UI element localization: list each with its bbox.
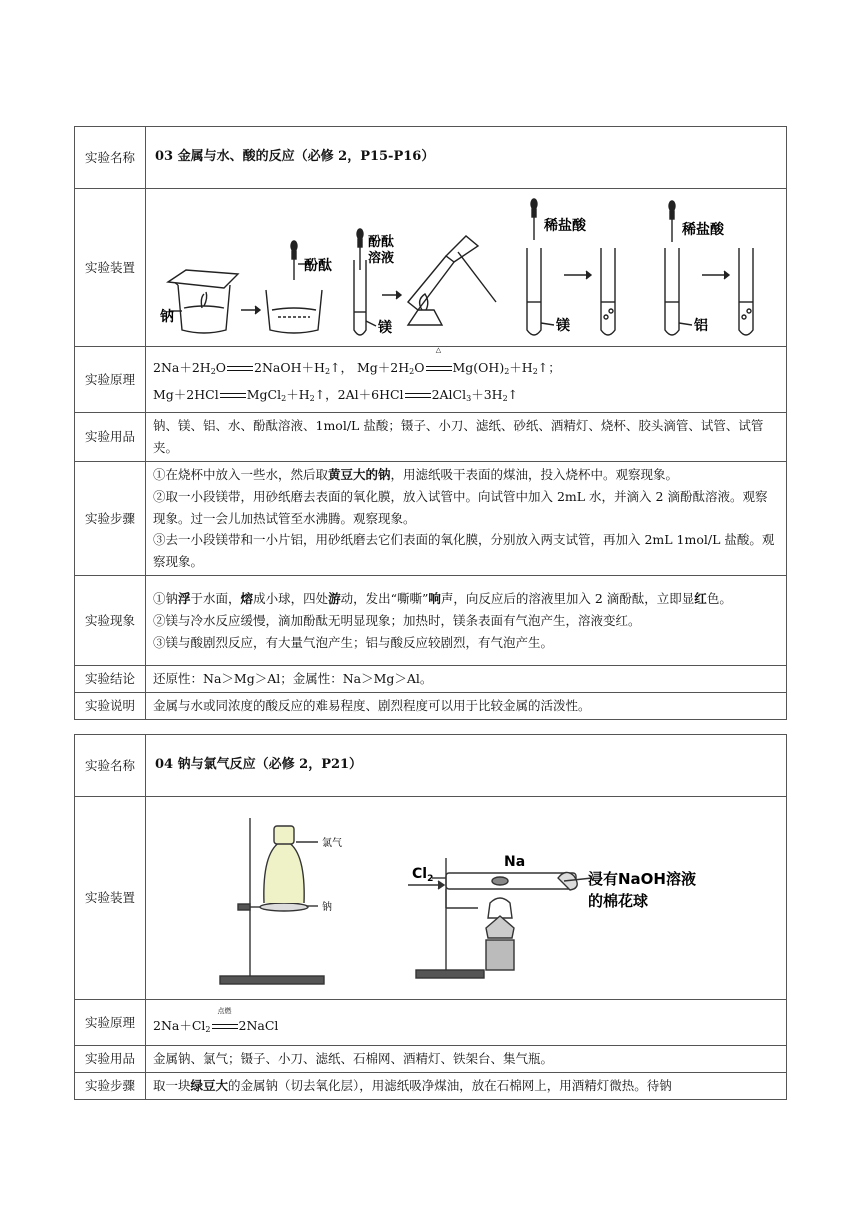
note-text: 金属与水或同浓度的酸反应的难易程度、剧烈程度可以用于比较金属的活泼性。 bbox=[146, 693, 787, 720]
apparatus-diagram-metals bbox=[146, 190, 774, 346]
conclusion-text: 还原性：Na＞Mg＞Al；金属性：Na＞Mg＞Al。 bbox=[146, 666, 787, 693]
phenomenon-3: ③镁与酸剧烈反应，有大量气泡产生；铝与酸反应较剧烈，有气泡产生。 bbox=[153, 634, 554, 650]
supplies-label: 实验用品 bbox=[75, 1046, 146, 1073]
label-phenol-solution-1: 酚酞 bbox=[368, 234, 395, 250]
note-label: 实验说明 bbox=[75, 693, 146, 720]
label-chlorine-small: 氯气 bbox=[322, 837, 342, 849]
label-phenol-solution-2: 溶液 bbox=[368, 250, 395, 266]
label-magnesium-1: 镁 bbox=[378, 319, 392, 336]
apparatus-label: 实验装置 bbox=[75, 797, 146, 1000]
label-magnesium-2: 镁 bbox=[556, 317, 570, 334]
heat-condition: △ bbox=[435, 345, 442, 354]
steps-label: 实验步骤 bbox=[75, 1072, 146, 1099]
steps-cell bbox=[146, 461, 787, 575]
ignition-condition: 点燃 bbox=[217, 1006, 232, 1015]
label-na: Na bbox=[504, 853, 526, 870]
principle-cell: $2Na+Cl_2$ 点燃 2NaCl bbox=[146, 1000, 787, 1046]
apparatus-figure-cell bbox=[146, 797, 787, 1000]
label-cotton-2: 的棉花球 bbox=[588, 891, 649, 910]
experiment-title: 04 钠与氯气反应（必修 2，P21） bbox=[146, 735, 787, 797]
label-dilute-hcl-1: 稀盐酸 bbox=[544, 217, 586, 234]
step-1: ①在烧杯中放入一些水，然后取黄豆大的钠，用滤纸吸干表面的煤油，投入烧杯中。观察现象。 bbox=[153, 466, 679, 482]
label-cotton-1: 浸有NaOH溶液 bbox=[588, 869, 696, 888]
principle-cell bbox=[146, 347, 787, 413]
apparatus-label: 实验装置 bbox=[75, 189, 146, 347]
label-sodium-small: 钠 bbox=[322, 901, 332, 913]
label-sodium: 钠 bbox=[160, 308, 174, 325]
step-3: ③去一小段镁带和一小片铝，用砂纸磨去它们表面的氧化膜，分别放入两支试管，再加入 2mL 1mol/L 盐酸。观察现象。 bbox=[153, 532, 775, 570]
principle-label: 实验原理 bbox=[75, 347, 146, 413]
phenomena-cell bbox=[146, 576, 787, 666]
name-label: 实验名称 bbox=[75, 127, 146, 189]
experiment-title: 03 金属与水、酸的反应（必修 2，P15-P16） bbox=[146, 127, 787, 189]
supplies-label: 实验用品 bbox=[75, 413, 146, 462]
experiment-table-03 bbox=[74, 126, 787, 720]
equation-1: $2Na+2H_2O$ $2NaOH+H_2↑$， $Mg+2H_2O$ △ $Mg(OH)_2+H_2↑$； bbox=[153, 345, 561, 376]
label-cl2: $Cl_2$ bbox=[412, 865, 434, 884]
apparatus-diagram-chlorine bbox=[146, 798, 774, 999]
experiment-table-04 bbox=[74, 734, 787, 1100]
phenomenon-2: ②镁与冷水反应缓慢，滴加酚酞无明显现象；加热时，镁条表面有气泡产生，溶液变红。 bbox=[153, 612, 641, 628]
phenomenon-1: ①钠浮于水面，熔成小球，四处游动，发出“嘶嘶”响声，向反应后的溶液里加入 2 滴酚酞，立即显红色。 bbox=[153, 590, 732, 606]
apparatus-figure-cell bbox=[146, 189, 787, 347]
label-aluminum: 铝 bbox=[694, 317, 708, 334]
supplies-text: 金属钠、氯气；镊子、小刀、滤纸、石棉网、酒精灯、铁架台、集气瓶。 bbox=[146, 1046, 787, 1073]
step-2: ②取一小段镁带，用砂纸磨去表面的氧化膜，放入试管中。向试管中加入 2mL 水，并滴入 2 滴酚酞溶液。观察现象。过一会儿加热试管至水沸腾。观察现象。 bbox=[153, 488, 768, 526]
steps-label: 实验步骤 bbox=[75, 461, 146, 575]
name-label: 实验名称 bbox=[75, 735, 146, 797]
conclusion-label: 实验结论 bbox=[75, 666, 146, 693]
phenomena-label: 实验现象 bbox=[75, 576, 146, 666]
label-dilute-hcl-2: 稀盐酸 bbox=[682, 221, 724, 238]
label-phenolphthalein: 酚酞 bbox=[304, 257, 332, 274]
steps-cell: 取一块绿豆大的金属钠（切去氧化层），用滤纸吸净煤油，放在石棉网上，用酒精灯微热。待钠 bbox=[146, 1072, 787, 1099]
equation-2: Mg＋2HCl $MgCl_2+H_2↑$，2Al＋6HCl $2AlCl_3+3H_2↑$ bbox=[153, 387, 519, 403]
supplies-text: 钠、镁、铝、水、酚酞溶液、1mol/L 盐酸；镊子、小刀、滤纸、砂纸、酒精灯、烧杯、胶头滴管、试管、试管夹。 bbox=[146, 413, 787, 462]
principle-label: 实验原理 bbox=[75, 1000, 146, 1046]
